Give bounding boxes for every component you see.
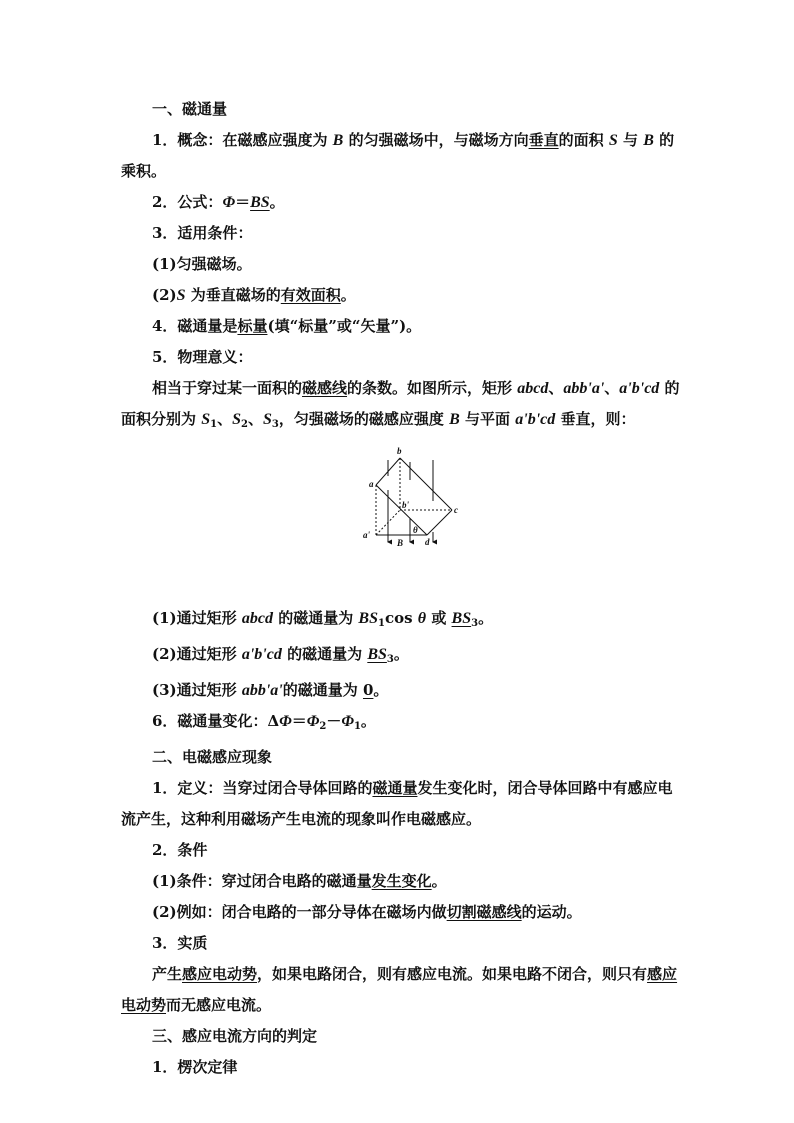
text-segment: S <box>201 411 211 428</box>
paragraph <box>121 742 681 773</box>
paragraph <box>121 373 681 440</box>
text-segment: ＝ <box>235 193 251 211</box>
text-segment: 的运动。 <box>521 903 582 921</box>
answer-blank: 垂直 <box>528 131 559 149</box>
text-segment: 、 <box>604 379 620 397</box>
text-segment: Φ <box>341 713 354 730</box>
text-segment: 产生 <box>152 965 183 983</box>
text-segment: 为垂直磁场的 <box>185 286 281 304</box>
text-segment: a'b'cd <box>515 411 556 428</box>
text-segment: (2)通过矩形 <box>152 645 242 663</box>
answer-blank: BS <box>250 194 270 211</box>
text-segment: 1 <box>353 721 361 732</box>
text-segment: 一、磁通量 <box>152 100 228 118</box>
paragraph <box>121 280 681 311</box>
paragraph <box>121 866 681 897</box>
text-segment: 、 <box>217 410 233 428</box>
text-segment: 而无感应电流。 <box>166 996 272 1014</box>
answer-blank: 标量 <box>237 317 268 335</box>
text-segment: (1)条件：穿过闭合电路的磁通量 <box>152 872 372 890</box>
paragraph <box>121 218 681 249</box>
paragraph <box>121 773 681 835</box>
paragraph <box>121 928 681 959</box>
text-segment: 的面积 <box>558 131 609 149</box>
text-segment: 5．物理意义： <box>152 348 253 366</box>
text-segment: 、 <box>548 379 564 397</box>
text-segment: S <box>232 411 242 428</box>
paragraph <box>121 311 681 342</box>
text-segment: 1 <box>210 419 218 430</box>
text-segment: 、 <box>248 410 264 428</box>
text-segment: (3)通过矩形 <box>152 681 242 699</box>
label-theta: θ <box>413 525 418 535</box>
text-segment: 。 <box>269 193 285 211</box>
text-segment: S <box>608 132 618 149</box>
text-segment: (填“标量”或“矢量”)。 <box>267 317 422 335</box>
paragraph <box>121 675 681 706</box>
text-segment: － <box>326 712 342 730</box>
magnetic-flux-diagram <box>121 440 681 603</box>
answer-blank: 磁感线 <box>302 379 348 397</box>
text-segment: a'b'cd <box>241 646 282 663</box>
text-segment: 或 <box>426 609 452 627</box>
text-segment: 的磁通量为 <box>272 609 359 627</box>
text-segment: θ <box>417 610 427 627</box>
paragraph <box>121 187 681 218</box>
text-segment: B <box>643 132 654 149</box>
paragraph <box>121 94 681 125</box>
label-b-prime: b' <box>402 500 410 510</box>
answer-blank: 磁通量 <box>372 779 418 797</box>
text-segment: 1．概念：在磁感应强度为 <box>152 131 333 149</box>
label-a: a <box>369 479 374 489</box>
text-segment: (1)通过矩形 <box>152 609 242 627</box>
text-segment: 2．条件 <box>152 841 208 859</box>
answer-blank: 发生变化 <box>371 872 432 890</box>
answer-blank: 感应电动势 <box>121 965 678 1014</box>
text-segment: 2 <box>319 721 327 732</box>
text-segment: ＝ <box>291 712 307 730</box>
text-segment: 的条数。如图所示，矩形 <box>347 379 518 397</box>
text-segment: 与 <box>617 131 644 149</box>
text-segment: 2．公式： <box>152 193 223 211</box>
text-segment: abcd <box>517 380 549 397</box>
answer-blank: 切割磁感线 <box>446 903 522 921</box>
text-segment: S <box>263 411 272 428</box>
rectangle-figure <box>355 440 465 550</box>
text-segment: BS <box>358 610 378 627</box>
answer-blank: BS <box>451 610 472 627</box>
text-segment: 1．楞次定律 <box>152 1058 238 1076</box>
text-segment: 1 <box>378 618 385 629</box>
paragraph <box>121 603 681 639</box>
text-segment: 3．适用条件： <box>152 224 253 242</box>
label-c: c <box>454 505 458 515</box>
paragraph <box>121 959 681 1021</box>
label-B: B <box>397 538 404 548</box>
text-segment: 的面积分别为 <box>121 379 680 428</box>
text-segment: 3 <box>271 419 279 430</box>
document-body <box>121 94 681 1083</box>
text-segment: a'b'cd <box>619 380 660 397</box>
answer-blank: 0 <box>362 681 374 699</box>
text-segment: 的匀强磁场中，与磁场方向 <box>343 131 529 149</box>
text-segment: 。 <box>373 681 389 699</box>
text-segment: 相当于穿过某一面积的 <box>152 379 303 397</box>
text-segment: 3 <box>471 618 479 629</box>
label-a-prime: a' <box>363 530 371 540</box>
text-segment: Φ <box>222 194 236 211</box>
paragraph <box>121 835 681 866</box>
paragraph <box>121 249 681 280</box>
paragraph <box>121 1052 681 1083</box>
text-segment: 3 <box>386 654 394 665</box>
text-segment: 发生变化时，闭合导体回路中有感应电流产生，这种利用磁场产生电流的现象叫作电磁感应。 <box>121 779 673 828</box>
text-segment: 与平面 <box>459 410 516 428</box>
text-segment: B <box>332 132 344 149</box>
text-segment: (1)匀强磁场。 <box>152 255 252 273</box>
text-segment: 的磁通量为 <box>282 681 363 699</box>
text-segment: 6．磁通量变化：Δ <box>152 712 280 730</box>
text-segment: Φ <box>306 713 320 730</box>
text-segment: ，如果电路闭合，则有感应电流。如果电路不闭合，则只有 <box>257 965 648 983</box>
text-segment: B <box>449 411 460 428</box>
text-segment: 二、电磁感应现象 <box>152 748 273 766</box>
text-segment: abb'a' <box>563 380 605 397</box>
paragraph <box>121 342 681 373</box>
text-segment: abcd <box>241 610 273 627</box>
text-segment: 1．定义：当穿过闭合导体回路的 <box>152 779 373 797</box>
label-d: d <box>425 537 430 547</box>
text-segment: 垂直，则： <box>555 410 636 428</box>
text-segment: 4．磁通量是 <box>152 317 238 335</box>
answer-blank: 有效面积 <box>280 286 341 304</box>
text-segment: 2 <box>241 419 248 430</box>
text-segment: 。 <box>478 609 494 627</box>
text-segment: 3．实质 <box>152 934 208 952</box>
paragraph <box>121 897 681 928</box>
label-b: b <box>397 446 402 456</box>
text-segment: 。 <box>393 645 409 663</box>
text-segment: 。 <box>431 872 447 890</box>
text-segment: (2)例如：闭合电路的一部分导体在磁场内做 <box>152 903 447 921</box>
text-segment: S <box>176 287 186 304</box>
text-segment: Φ <box>279 713 292 730</box>
paragraph <box>121 639 681 675</box>
answer-blank: 感应电动势 <box>182 965 258 983</box>
text-segment: 。 <box>360 712 376 730</box>
text-segment: 的乘积。 <box>121 131 675 180</box>
field-lines <box>388 460 433 542</box>
text-segment: 。 <box>340 286 356 304</box>
text-segment: 的磁通量为 <box>281 645 368 663</box>
paragraph <box>121 706 681 742</box>
text-segment: (2) <box>152 286 177 304</box>
answer-blank: BS <box>367 646 387 663</box>
text-segment: 三、感应电流方向的判定 <box>152 1027 318 1045</box>
paragraph <box>121 125 681 187</box>
paragraph <box>121 1021 681 1052</box>
text-segment: ，匀强磁场的磁感应强度 <box>278 410 450 428</box>
text-segment: abb'a' <box>241 682 283 699</box>
text-segment: cos <box>384 609 418 627</box>
